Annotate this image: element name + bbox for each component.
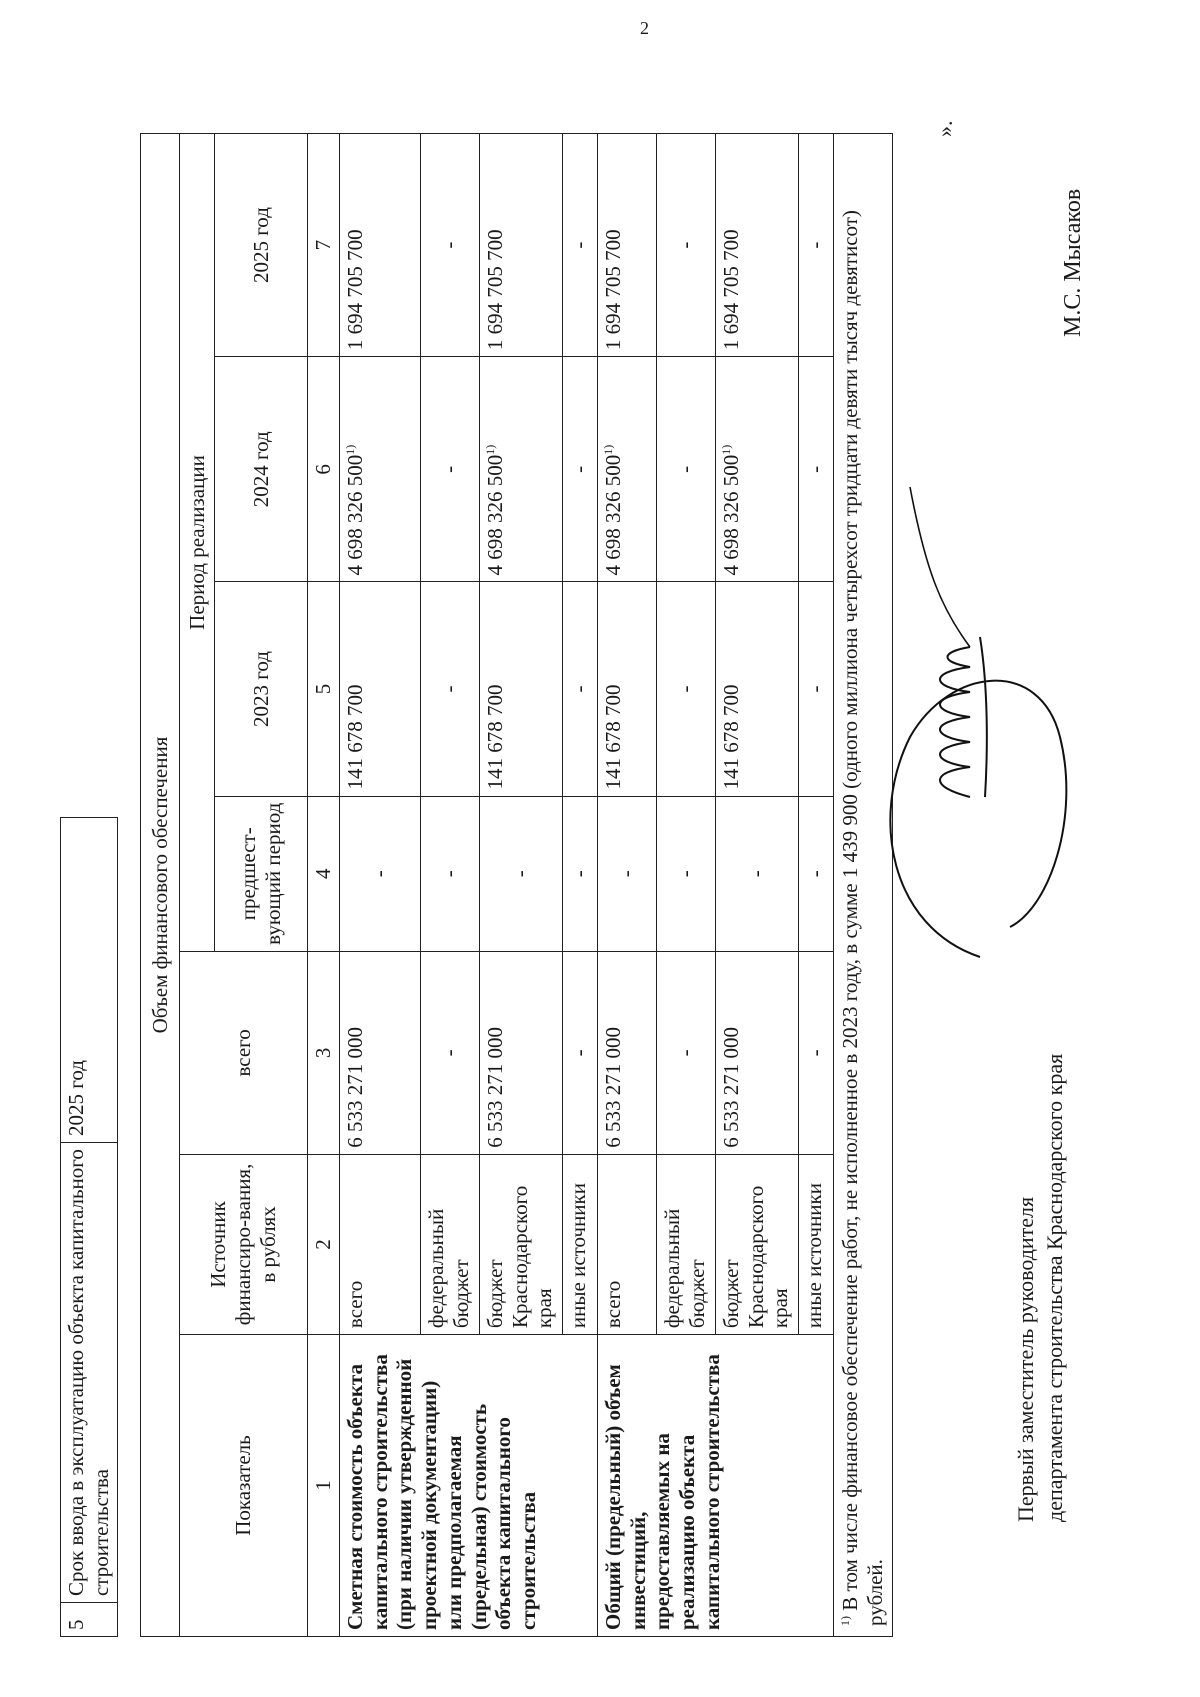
closing-quote: ». [932, 120, 957, 137]
section-title: Объем финансового обеспечения [141, 134, 180, 1637]
y2023-cell: - [656, 582, 715, 796]
signatory-position-line1: Первый заместитель руководителя [1013, 1196, 1038, 1522]
y2024-cell: - [420, 357, 479, 582]
col-total-header: всего [180, 952, 308, 1155]
column-number: 7 [308, 134, 340, 357]
source-cell: всего [339, 1154, 420, 1334]
page-number: 2 [640, 18, 649, 38]
total-cell: 6 533 271 000 [715, 952, 798, 1155]
source-cell: федеральный бюджет [656, 1154, 715, 1334]
source-cell: бюджет Краснодарского края [715, 1154, 798, 1334]
y2023-cell: - [798, 582, 833, 796]
item-number: 5 [61, 1603, 118, 1637]
y2024-value: 4 698 326 500 [342, 454, 367, 576]
commissioning-label: Срок ввода в эксплуатацию объекта капитального строительства [61, 1143, 118, 1603]
previous-cell: - [420, 796, 479, 951]
y2025-cell: - [798, 134, 833, 357]
source-cell: бюджет Краснодарского края [479, 1154, 562, 1334]
signatory-name: М.С. Мысаков [1060, 188, 1086, 337]
y2025-cell: - [420, 134, 479, 357]
total-cell: 6 533 271 000 [479, 952, 562, 1155]
previous-cell: - [597, 796, 656, 951]
y2024-cell: - [562, 357, 597, 582]
indicator-cell: Сметная стоимость объекта капитального строительства (при наличии утвержденной проектной документации) или предполагаемая (предельная) стоимость объекта капитального строительства [339, 1335, 597, 1637]
y2025-cell: 1 694 705 700 [339, 134, 420, 357]
column-number: 2 [308, 1154, 340, 1334]
indicator-cell: Общий (предельный) объем инвестиций, предоставляемых на реализацию объекта капитального строительства [597, 1335, 833, 1637]
y2024-value: 4 698 326 500 [718, 454, 743, 576]
y2024-cell [339, 357, 420, 582]
commissioning-value: 2025 год [61, 818, 118, 1143]
total-cell: 6 533 271 000 [597, 952, 656, 1155]
y2023-cell: 141 678 700 [715, 582, 798, 796]
y2023-cell: - [562, 582, 597, 796]
footnote-mark: 1) [482, 444, 497, 455]
y2025-cell: - [562, 134, 597, 357]
col-previous-header: предшест-вующий период [215, 796, 308, 951]
col-2023-header: 2023 год [215, 582, 308, 796]
footnote-mark: 1) [600, 444, 615, 455]
commissioning-row [61, 818, 118, 1637]
period-group-header: Период реализации [180, 134, 215, 952]
previous-cell: - [562, 796, 597, 951]
column-number: 1 [308, 1335, 340, 1637]
table-row [339, 134, 420, 1637]
signatory-position-line2: департамента строительства Краснодарского края [1041, 1053, 1067, 1522]
commissioning-table [60, 817, 118, 1637]
source-cell: иные источники [798, 1154, 833, 1334]
column-number: 4 [308, 796, 340, 951]
y2024-cell: - [656, 357, 715, 582]
financing-table [140, 133, 893, 1637]
previous-cell: - [715, 796, 798, 951]
y2024-cell [597, 357, 656, 582]
footnote-mark: 1) [718, 444, 733, 455]
y2025-cell: - [656, 134, 715, 357]
previous-cell: - [479, 796, 562, 951]
column-numbers-row [308, 134, 340, 1637]
footnote-text: В том числе финансовое обеспечение работ, не исполненное в 2023 году, в сумме 1 439 900 (одного миллиона четырехсот тридцати девяти тысяч девятисот) рублей. [837, 210, 887, 1626]
total-cell: - [420, 952, 479, 1155]
y2023-cell: 141 678 700 [339, 582, 420, 796]
y2024-value: 4 698 326 500 [482, 454, 507, 576]
total-cell: - [656, 952, 715, 1155]
source-cell: всего [597, 1154, 656, 1334]
source-cell: федеральный бюджет [420, 1154, 479, 1334]
previous-cell: - [339, 796, 420, 951]
y2025-cell: 1 694 705 700 [597, 134, 656, 357]
y2025-cell: 1 694 705 700 [479, 134, 562, 357]
previous-cell: - [798, 796, 833, 951]
landscape-page [60, 57, 1160, 1637]
col-2024-header: 2024 год [215, 357, 308, 582]
total-cell: - [562, 952, 597, 1155]
y2024-cell [479, 357, 562, 582]
column-number: 6 [308, 357, 340, 582]
previous-cell: - [656, 796, 715, 951]
handwritten-signature [830, 467, 1090, 987]
total-cell: 6 533 271 000 [339, 952, 420, 1155]
y2025-cell: 1 694 705 700 [715, 134, 798, 357]
column-number: 3 [308, 952, 340, 1155]
y2024-cell [715, 357, 798, 582]
signatory-position [1012, 1054, 1069, 1522]
col-source-header: Источник финансиро-вания, в рублях [180, 1154, 308, 1334]
table-row [597, 134, 656, 1637]
footnote-mark: 1) [342, 444, 357, 455]
total-cell: - [798, 952, 833, 1155]
col-2025-header: 2025 год [215, 134, 308, 357]
y2024-value: 4 698 326 500 [600, 454, 625, 576]
y2023-cell: - [420, 582, 479, 796]
col-indicator-header: Показатель [180, 1335, 308, 1637]
column-number: 5 [308, 582, 340, 796]
y2023-cell: 141 678 700 [597, 582, 656, 796]
footnote-mark: 1) [837, 1616, 852, 1626]
source-cell: иные источники [562, 1154, 597, 1334]
y2023-cell: 141 678 700 [479, 582, 562, 796]
y2024-cell: - [798, 357, 833, 582]
